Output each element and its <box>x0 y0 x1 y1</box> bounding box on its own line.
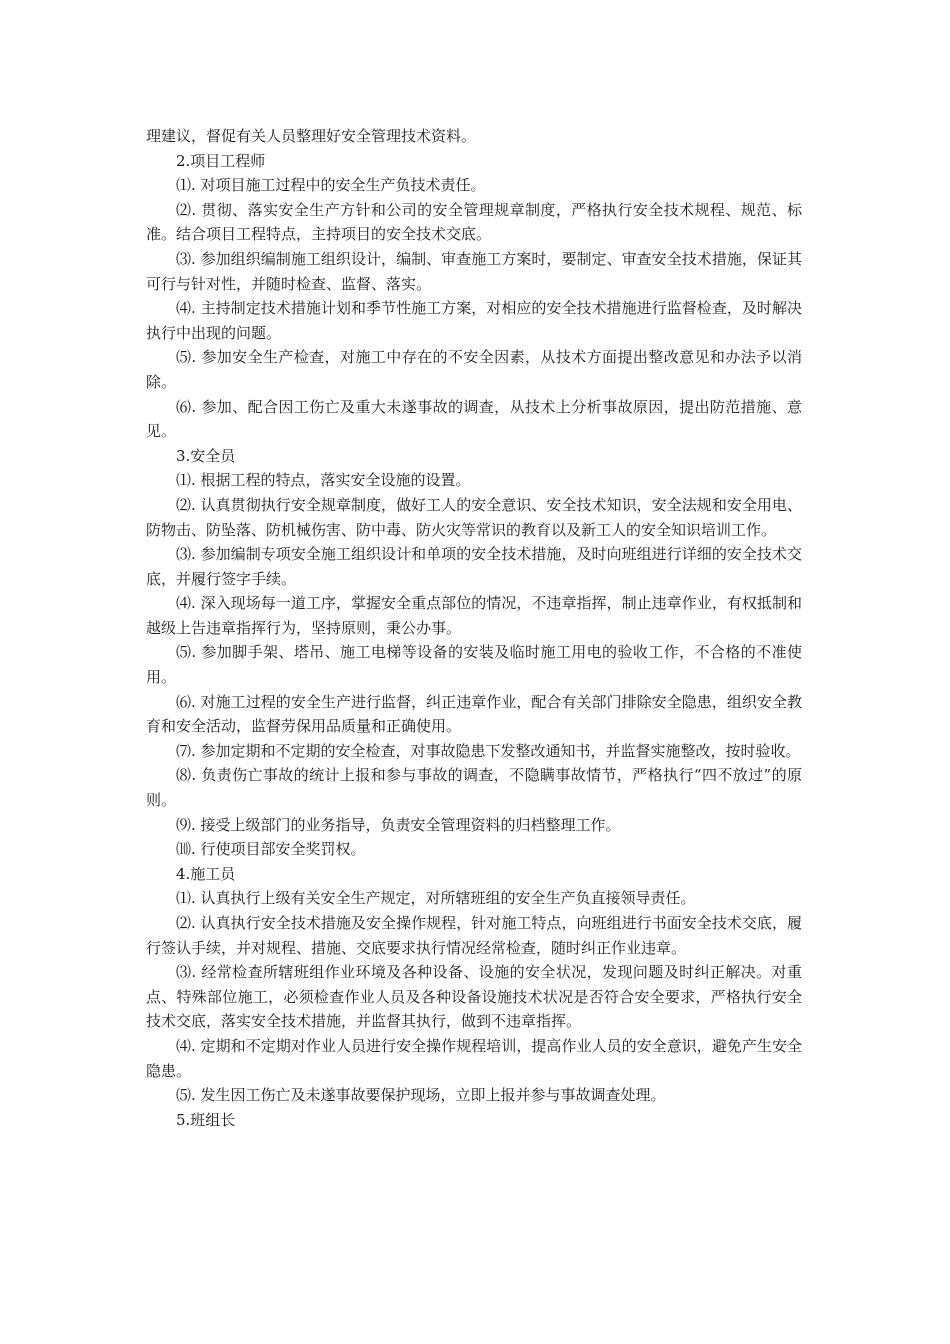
list-item: ⑻. 负责伤亡事故的统计上报和参与事故的调查，不隐瞒事故情节，严格执行“四不放过”的原则。 <box>146 766 802 810</box>
list-item: ⑼. 接受上级部门的业务指导，负责安全管理资料的归档整理工作。 <box>176 815 621 834</box>
section-project-engineer <box>146 149 802 444</box>
section-safety-officer <box>146 444 802 862</box>
list-item: ⑽. 行使项目部安全奖罚权。 <box>176 840 366 859</box>
list-item: ⑷. 定期和不定期对作业人员进行安全操作规程培训，提高作业人员的安全意识，避免产生安全隐患。 <box>146 1036 802 1080</box>
section-heading: 2.项目工程师 <box>176 151 266 170</box>
list-item: ⑵. 认真贯彻执行安全规章制度，做好工人的安全意识、安全技术知识，安全法规和安全用电、防物击、防坠落、防机械伤害、防中毒、防火灾等常识的教育以及新工人的安全知识培训工作。 <box>146 495 802 539</box>
list-item: ⑸. 发生因工伤亡及未遂事故要保护现场，立即上报并参与事故调查处理。 <box>176 1086 666 1105</box>
section-heading: 3.安全员 <box>176 446 236 465</box>
list-item: ⑷. 主持制定技术措施计划和季节性施工方案，对相应的安全技术措施进行监督检查，及时解决执行中出现的问题。 <box>146 299 802 342</box>
section-team-leader <box>146 1108 802 1133</box>
section-construction-worker <box>146 862 802 1108</box>
list-item: ⑴. 认真执行上级有关安全生产规定，对所辖班组的安全生产负直接领导责任。 <box>176 889 696 908</box>
section-heading: 4.施工员 <box>176 864 236 883</box>
list-item: ⑹. 参加、配合因工伤亡及重大未遂事故的调查，从技术上分析事故原因，提出防范措施、意见。 <box>146 397 802 441</box>
list-item: ⑺. 参加定期和不定期的安全检查，对事故隐患下发整改通知书，并监督实施整改，按时验收。 <box>176 741 801 760</box>
list-item: ⑴. 对项目施工过程中的安全生产负技术责任。 <box>176 176 486 195</box>
list-item: ⑶. 参加组织编制施工组织设计，编制、审查施工方案时，要制定、审查安全技术措施，保证其可行与针对性，并随时检查、监督、落实。 <box>146 249 802 293</box>
list-item: ⑹. 对施工过程的安全生产进行监督，纠正违章作业，配合有关部门排除安全隐患，组织安全教育和安全活动，监督劳保用品质量和正确使用。 <box>146 692 802 736</box>
lead-paragraph: 理建议，督促有关人员整理好安全管理技术资料。 <box>146 127 477 145</box>
list-item: ⑶. 参加编制专项安全施工组织设计和单项的安全技术措施，及时向班组进行详细的安全技术交底，并履行签字手续。 <box>146 545 802 588</box>
section-heading: 5.班组长 <box>176 1110 236 1129</box>
list-item: ⑸. 参加脚手架、塔吊、施工电梯等设备的安装及临时施工用电的验收工作，不合格的不准使用。 <box>146 643 802 687</box>
list-item: ⑵. 贯彻、落实安全生产方针和公司的安全管理规章制度，严格执行安全技术规程、规范、标准。结合项目工程特点，主持项目的安全技术交底。 <box>146 200 802 244</box>
list-item: ⑵. 认真执行安全技术措施及安全操作规程，针对施工特点，向班组进行书面安全技术交底，履行签认手续，并对规程、措施、交底要求执行情况经常检查，随时纠正作业违章。 <box>146 914 802 957</box>
list-item: ⑷. 深入现场每一道工序，掌握安全重点部位的情况，不违章指挥，制止违章作业，有权抵制和越级上告违章指挥行为，坚持原则，秉公办事。 <box>146 594 802 637</box>
list-item: ⑴. 根据工程的特点，落实安全设施的设置。 <box>176 471 471 490</box>
document-page <box>146 124 802 1132</box>
list-item: ⑶. 经常检查所辖班组作业环境及各种设备、设施的安全状况，发现问题及时纠正解决。对重点、特殊部位施工，必须检查作业人员及各种设备设施技术状况是否符合安全要求，严格执行安全技术交底，落实安全技术措施，并监督其执行，做到不违章指挥。 <box>146 963 802 1031</box>
list-item: ⑸. 参加安全生产检查，对施工中存在的不安全因素，从技术方面提出整改意见和办法予以消除。 <box>146 348 802 391</box>
